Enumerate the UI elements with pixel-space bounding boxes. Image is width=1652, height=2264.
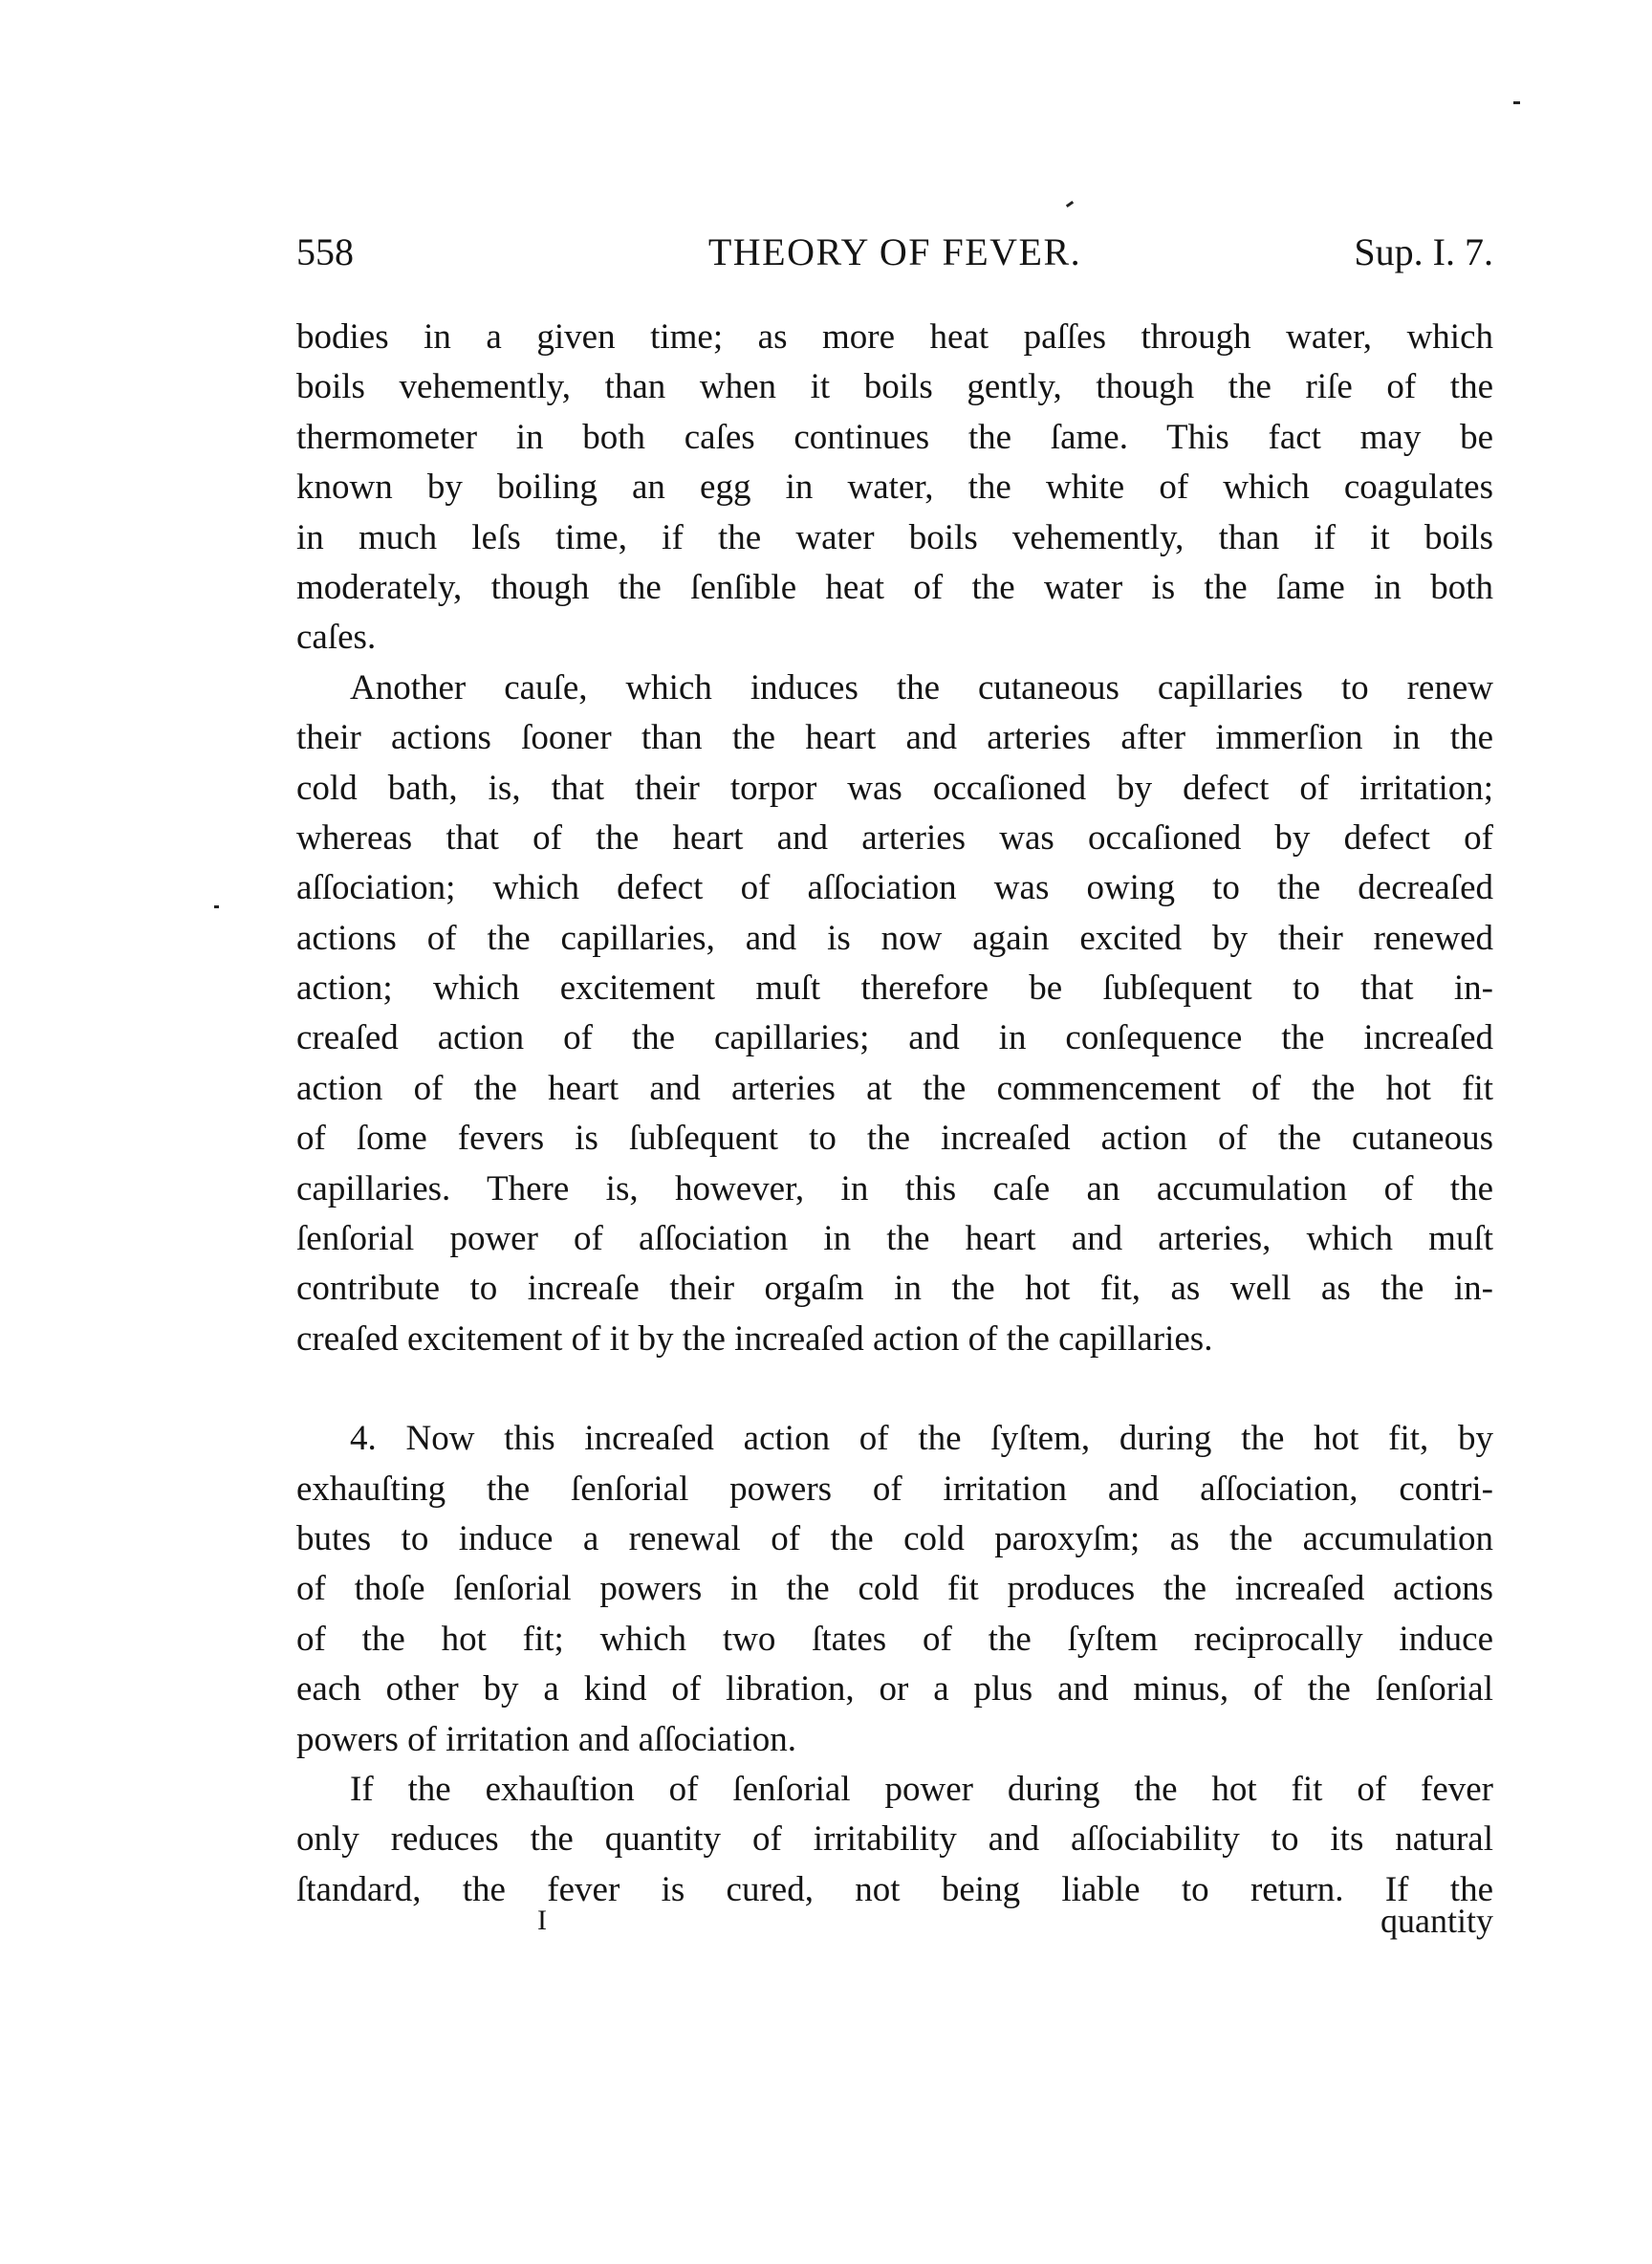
running-title: THEORY OF FEVER. [707, 230, 1082, 273]
text-line: actions of the capillaries, and is now again excited by their renewed [296, 918, 1493, 958]
text-line: ſtandard, the fever is cured, not being liable to return. If the [296, 1869, 1493, 1909]
text-line: in much leſs time, if the water boils vehemently, than if it boils [296, 517, 1493, 557]
running-head [296, 228, 1493, 277]
text-line: contribute to increaſe their orgaſm in the hot fit, as well as the in- [296, 1269, 1493, 1309]
scan-speck [1513, 101, 1520, 104]
paragraph [296, 313, 1493, 664]
paragraph [296, 664, 1493, 1364]
paragraph [296, 1765, 1493, 1915]
text-line: of the hot fit; which two ſtates of the ſyſtem reciprocally induce [296, 1619, 1493, 1659]
text-line: of ſome fevers is ſubſequent to the increaſed action of the cutaneous [296, 1119, 1493, 1159]
scan-speck [1066, 201, 1074, 207]
text-line: aſſociation; which defect of aſſociation was owing to the decreaſed [296, 868, 1493, 908]
text-line: powers of irritation and aſſociation. [296, 1719, 796, 1759]
text-line: creaſed action of the capillaries; and in conſequence the increaſed [296, 1018, 1493, 1058]
text-line: If the exhauſtion of ſenſorial power during the hot fit of fever [350, 1769, 1493, 1809]
catchword: quantity [1380, 1902, 1493, 1940]
scan-speck [214, 905, 219, 908]
text-line: of thoſe ſenſorial powers in the cold fit produces the increaſed actions [296, 1569, 1493, 1609]
page-number: 558 [296, 230, 354, 273]
text-line: action; which excitement muſt therefore be ſubſequent to that in- [296, 969, 1493, 1009]
text-line: Another cauſe, which induces the cutaneous capillaries to renew [350, 667, 1493, 708]
signature-mark: I [537, 1905, 547, 1936]
text-line: moderately, though the ſenſible heat of the water is the ſame in both [296, 567, 1493, 607]
paragraph [296, 1414, 1493, 1765]
text-line: capillaries. There is, however, in this caſe an accumulation of the [296, 1168, 1493, 1208]
text-line: creaſed excitement of it by the increaſed action of the capillaries. [296, 1318, 1213, 1359]
text-line: action of the heart and arteries at the commencement of the hot fit [296, 1068, 1493, 1108]
text-line: bodies in a given time; as more heat paſſes through water, which [296, 317, 1493, 357]
text-line: butes to induce a renewal of the cold paroxyſm; as the accumulation [296, 1518, 1493, 1558]
section-reference: Sup. I. 7. [1354, 230, 1493, 273]
text-line: ſenſorial power of aſſociation in the heart and arteries, which muſt [296, 1219, 1493, 1259]
paragraph-gap [296, 1364, 1493, 1414]
page-body [296, 313, 1493, 1915]
text-line: cold bath, is, that their torpor was occaſioned by defect of irritation; [296, 768, 1493, 808]
page-footer [296, 1896, 1493, 1946]
text-line: caſes. [296, 618, 377, 658]
text-line: 4. Now this increaſed action of the ſyſtem, during the hot fit, by [350, 1419, 1493, 1459]
text-line: each other by a kind of libration, or a plus and minus, of the ſenſorial [296, 1669, 1493, 1709]
text-line: only reduces the quantity of irritability and aſſociability to its natural [296, 1819, 1493, 1860]
text-line: exhauſting the ſenſorial powers of irritation and aſſociation, contri- [296, 1469, 1493, 1509]
text-line: known by boiling an egg in water, the white of which coagulates [296, 468, 1493, 508]
text-line: whereas that of the heart and arteries was occaſioned by defect of [296, 817, 1493, 858]
text-line: boils vehemently, than when it boils gently, though the riſe of the [296, 367, 1493, 407]
text-line: thermometer in both caſes continues the ſame. This fact may be [296, 417, 1493, 457]
text-line: their actions ſooner than the heart and arteries after immerſion in the [296, 718, 1493, 758]
